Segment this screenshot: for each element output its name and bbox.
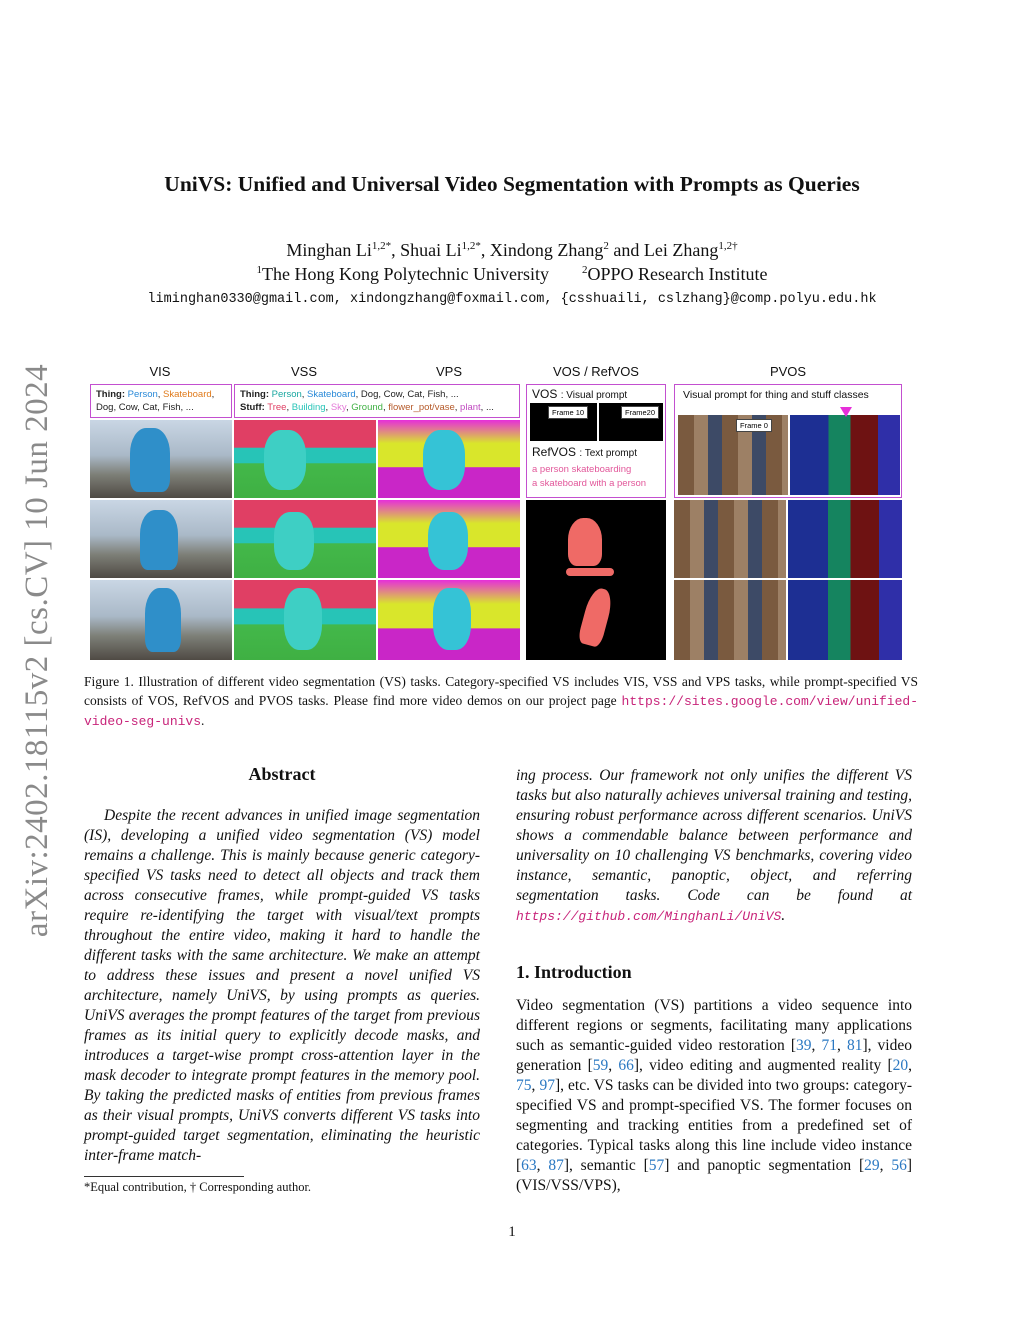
intro-text: ], video editing and augmented reality [ [633, 1057, 893, 1074]
intro-heading: 1. Introduction [516, 962, 632, 982]
author-name: Lei Zhang [643, 240, 719, 260]
citation-link[interactable]: 71 [821, 1037, 837, 1054]
citation-link[interactable]: 20 [892, 1057, 909, 1074]
class-plant: plant [460, 402, 481, 413]
affiliations [0, 264, 1024, 285]
pvos-mask-1 [788, 500, 902, 578]
vss-frame-3 [234, 580, 376, 660]
column-header-vss: VSS [290, 364, 317, 379]
abstract-continuation-text: ing process. Our framework not only unifies the different VS tasks but also naturally achieves universal training and testing, ensuring robust performance across different scenarios. UniVS shows a commendable balance between performance and universality on 10 challenging VS benchmarks, covering video instance, semantic, panoptic, object, and referring segmentation tasks. Code can be found at [516, 767, 912, 904]
vos-label: VOS [532, 387, 558, 401]
citation-link[interactable]: 87 [548, 1157, 564, 1174]
footnote-rule [84, 1176, 244, 1177]
class-dog: Dog [360, 389, 379, 400]
author-emails: liminghan0330@gmail.com, xindongzhang@foxmail.com, {csshuaili, cslzhang}@comp.polyu.edu.hk [147, 292, 877, 307]
class-skateboard: Skateboard [163, 389, 212, 400]
frame-tag: Frame 0 [736, 419, 772, 432]
column-header-vos: VOS / RefVOS [553, 364, 639, 379]
class-person: Person [271, 389, 302, 400]
pvos-frame-2 [674, 580, 786, 660]
vos-frame-20 [599, 403, 663, 441]
class-fish: Fish [162, 402, 181, 413]
column-header-vis: VIS [149, 364, 171, 379]
project-page-link[interactable]: https://sites.google.com/view/unified-video-seg-univs [84, 694, 918, 729]
citation-link[interactable]: 29 [864, 1157, 880, 1174]
affiliation: The Hong Kong Polytechnic University [262, 264, 549, 284]
class-sky: Sky [330, 402, 346, 413]
affil-sup: 2 [581, 264, 588, 276]
vps-frame-2 [378, 500, 520, 578]
column-header-pvos: PVOS [769, 364, 807, 379]
vss-frame-1 [234, 420, 376, 498]
class-tree: Tree [267, 402, 287, 413]
caption-text: Figure 1. Illustration of different video segmentation (VS) tasks. Category-specified VS includes VIS, VSS and VPS tasks, while prompt-specified VS consists of VOS, RefVOS and PVOS tasks. Please find more video demos on our project page [84, 674, 918, 708]
refvos-prompt-label: : Text prompt [579, 448, 637, 459]
thing-prefix: Thing: [96, 389, 126, 400]
abstract-body: Despite the recent advances in unified image segmentation (IS), developing a unified video segmentation (VS) model remains a challenge. This is mainly because generic category-specified VS tasks need to detect all objects and track them across consecutive frames, while prompt-guided VS tasks require re-identifying the target with visual/text prompts throughout the entire video, making it hard to handle the different tasks with the same architecture. We make an attempt to address these issues and present a novel unified VS architecture, namely UniVS, by using prompts as queries. UniVS averages the prompt features of the target from previous frames as its initial query to explicitly decode masks, and introduces a target-wise prompt cross-attention layer in the mask decoder to integrate prompt features in the memory pool. By taking the predicted masks of entities from previous frames as their visual prompts, UniVS converts different VS tasks into prompt-guided target segmentation, eliminating the heuristic inter-frame match- [84, 807, 480, 1164]
author-sup: 1,2* [371, 240, 392, 252]
vis-frame-2 [90, 500, 232, 578]
class-cow: Cow [118, 402, 138, 413]
frame-tag: Frame20 [621, 406, 659, 419]
thing-prefix: Thing: [240, 389, 270, 400]
intro-text: ] and panoptic segmentation [ [664, 1157, 865, 1174]
citation-link[interactable]: 56 [891, 1157, 907, 1174]
intro-text: ], video generation [ [516, 1037, 912, 1074]
class-ground: Ground [351, 402, 383, 413]
vos-mask-output [526, 500, 666, 660]
author-name: Shuai Li [400, 240, 462, 260]
pvos-prompt-mask [790, 415, 900, 495]
class-building: Building [291, 402, 326, 413]
class-dog: Dog [96, 402, 114, 413]
citation-link[interactable]: 57 [648, 1157, 665, 1174]
class-flower-pot: flower_pot/vase [388, 402, 455, 413]
abstract-continuation [516, 766, 912, 927]
author-sup: 1,2† [718, 240, 738, 252]
vos-refvos-box [526, 384, 666, 498]
arxiv-stamp [10, 360, 66, 940]
class-fish: Fish [427, 389, 446, 400]
code-link[interactable]: https://github.com/MinghanLi/UniVS [516, 909, 782, 924]
citation-link[interactable]: 75 [516, 1077, 532, 1094]
pvos-mask-2 [788, 580, 902, 660]
class-cat: Cat [142, 402, 158, 413]
vss-vps-label-box: Thing: Person, Skateboard, Dog, Cow, Cat, Fish, ... Stuff: Tree, Building, Sky, Ground, flower_pot/vase, plant, ... [234, 384, 520, 418]
column-header-vps: VPS [435, 364, 462, 379]
abstract-end: . [781, 907, 786, 924]
class-more: ... [485, 402, 494, 413]
vps-frame-1 [378, 420, 520, 498]
author-sup: 1,2* [461, 240, 481, 252]
vis-label-box: Thing: Person, Skateboard, Dog, Cow, Cat, Fish, ... [90, 384, 232, 418]
vis-frame-3 [90, 580, 232, 660]
refvos-text-1: a person skateboarding [532, 464, 632, 475]
affil-sup: 1 [256, 264, 263, 276]
pvos-label: Visual prompt for thing and stuff classes [683, 389, 869, 401]
abstract-heading: Abstract [248, 764, 316, 784]
author-name: Minghan Li [286, 240, 372, 260]
citation-link[interactable]: 39 [796, 1037, 812, 1054]
intro-text: Video segmentation (VS) partitions a video sequence into different regions or segments, facilitating many applications such as semantic-guided video restoration [ [516, 997, 912, 1054]
footnote: *Equal contribution, † Corresponding author. [84, 1180, 312, 1194]
vss-frame-2 [234, 500, 376, 578]
citation-link[interactable]: 81 [846, 1037, 863, 1054]
arxiv-id: arXiv:2402.18115v2 [cs.CV] 10 Jun 2024 [19, 363, 56, 937]
citation-link[interactable]: 59 [592, 1057, 609, 1074]
class-more: ... [185, 402, 194, 413]
figure-1 [90, 360, 910, 662]
affiliation: OPPO Research Institute [587, 264, 768, 284]
class-cat: Cat [407, 389, 423, 400]
page-number: 1 [508, 1224, 516, 1240]
author-name: Xindong Zhang [489, 240, 604, 260]
class-more: ... [450, 389, 459, 400]
citation-link[interactable]: 63 [521, 1157, 537, 1174]
vps-frame-3 [378, 580, 520, 660]
pvos-box [674, 384, 902, 498]
citation-link[interactable]: 97 [539, 1077, 555, 1094]
intro-text: ], semantic [ [563, 1157, 649, 1174]
class-cow: Cow [383, 389, 403, 400]
class-skateboard: Skateboard [307, 389, 356, 400]
stuff-prefix: Stuff: [240, 402, 265, 413]
refvos-text-2: a skateboard with a person [532, 478, 647, 489]
paper-title: UniVS: Unified and Universal Video Segmentation with Prompts as Queries [164, 172, 860, 196]
class-person: Person [127, 389, 158, 400]
pvos-prompt-frame [678, 415, 788, 495]
figure-caption [84, 672, 918, 731]
intro-text: ] (VIS/VSS/VPS), [516, 1157, 912, 1194]
vos-frame-10 [530, 403, 597, 441]
author-sup: 2 [603, 240, 609, 252]
frame-tag: Frame 10 [548, 406, 588, 419]
vis-frame-1 [90, 420, 232, 498]
intro-paragraph: Video segmentation (VS) partitions a video sequence into different regions or segments, facilitating many applications such as semantic-guided video restoration [39, 71, 81], video generation [59, 66], video editing and augmented reality [20, 75, 97], etc. VS tasks can be divided into two groups: category-specified VS and prompt-specified VS. The former focuses on segmenting and tracking entities from a predefined set of categories. Typical tasks along this line include video instance [63, 87], semantic [57] and panoptic segmentation [29, 56] (VIS/VSS/VPS), [516, 997, 913, 1194]
intro-text: ], etc. VS tasks can be divided into two groups: category-specified VS and prompt-specified VS. The former focuses on segmenting and tracking entities from a predefined set of categories. Typical tasks along this line include video instance [ [516, 1077, 913, 1174]
citation-link[interactable]: 66 [618, 1057, 634, 1074]
caption-end: . [201, 713, 205, 728]
vos-prompt-label: : Visual prompt [560, 390, 628, 401]
refvos-label: RefVOS [532, 445, 577, 459]
author-list: Minghan $Li^{1,2*}$, Shuai $Li^{1,2*}$, Xindong Zhang$^2$ and Lei Zhang$^{1,2\dagger}$ [286, 240, 738, 260]
pvos-frame-1 [674, 500, 786, 578]
